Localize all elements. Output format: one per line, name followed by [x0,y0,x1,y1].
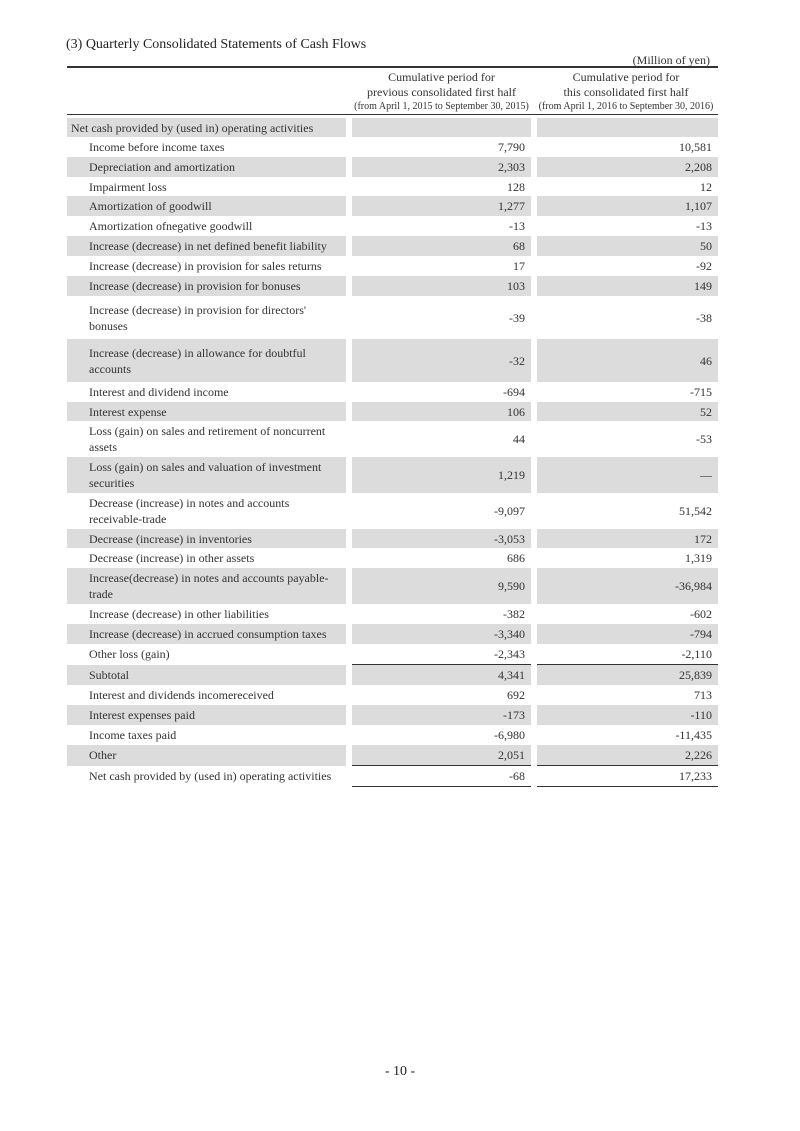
curr-value: 2,208 [534,157,718,177]
prev-value: 1,277 [349,196,534,216]
table-row [67,548,718,568]
row-label: Increase (decrease) in net defined benefit liability [67,236,349,256]
curr-value: 1,319 [534,548,718,568]
curr-header-line1: Cumulative period for [572,70,680,84]
table-row [67,745,718,766]
prev-value: 686 [349,548,534,568]
table-row [67,216,718,236]
total-row [67,766,718,787]
curr-value: 1,107 [534,196,718,216]
row-label: Decrease (increase) in notes and accounts receivable-trade [89,496,290,526]
row-label: Impairment loss [89,179,167,194]
prev-value: -2,343 [349,644,534,665]
table-row [67,382,718,402]
row-label: Increase(decrease) in notes and accounts payable-trade [67,568,349,604]
row-label: Depreciation and amortization [67,157,349,177]
curr-value: 149 [534,276,718,296]
prev-value: 103 [349,276,534,296]
curr-value: -11,435 [534,725,718,745]
row-label: Increase (decrease) in allowance for doubtful accounts [67,339,349,382]
curr-header-line2: this consolidated first half [563,85,689,99]
table-row [67,236,718,256]
table-row [67,339,718,382]
curr-value: -36,984 [534,568,718,604]
table-header-row [67,67,718,115]
row-label: Interest and dividends incomereceived [89,688,274,702]
row-label: Interest expense [67,402,349,421]
subtotal-row [67,665,718,686]
curr-value: — [534,457,718,493]
label-column-header [67,67,349,115]
row-label: Amortization of goodwill [67,196,349,216]
row-label: Other loss (gain) [89,647,170,662]
prev-value: -173 [349,705,534,725]
prev-header-line2: previous consolidated first half [367,85,516,99]
prev-value: -32 [349,339,534,382]
table-row [67,568,718,604]
table-row [67,421,718,457]
prev-value: -39 [349,296,534,339]
prev-value: 2,051 [349,745,534,766]
row-label: Increase (decrease) in provision for directors' bonuses [89,302,307,333]
curr-value: -794 [534,624,718,644]
curr-value: 2,226 [534,745,718,766]
row-label: Increase (decrease) in provision for sales returns [89,259,322,273]
curr-value: -602 [534,604,718,624]
row-label: Income before income taxes [89,140,225,154]
curr-period-column-header [534,67,718,115]
row-label: Net cash provided by (used in) operating activities [89,769,332,783]
prev-value: -3,340 [349,624,534,644]
row-label: Interest expenses paid [67,705,349,725]
prev-value: 2,303 [349,157,534,177]
row-label: Other [67,745,349,766]
table-row [67,137,718,157]
section-row [67,118,718,137]
prev-value: 17 [349,256,534,276]
prev-period-column-header [349,67,534,115]
table-row [67,624,718,644]
prev-value: 1,219 [349,457,534,493]
row-label: Loss (gain) on sales and retirement of noncurrent assets [89,424,326,454]
table-row [67,705,718,725]
row-label: Income taxes paid [89,728,177,742]
row-label: Increase (decrease) in other liabilities [89,607,269,621]
section-label: Net cash provided by (used in) operating activities [67,118,349,137]
table-row [67,177,718,196]
table-row [67,644,718,665]
prev-value: 44 [349,421,534,457]
prev-value: -9,097 [349,493,534,529]
page-title: (3) Quarterly Consolidated Statements of Cash Flows [66,37,367,52]
table-row [67,276,718,296]
curr-value: -110 [534,705,718,725]
prev-value: 128 [349,177,534,196]
curr-value: -53 [534,421,718,457]
table-row [67,493,718,529]
prev-value: 692 [349,685,534,705]
curr-value: -38 [534,296,718,339]
curr-value: -715 [534,382,718,402]
table-row [67,529,718,548]
table-row [67,725,718,745]
row-label: Amortization ofnegative goodwill [89,219,253,233]
table-row [67,604,718,624]
prev-value: -6,980 [349,725,534,745]
prev-value: 4,341 [349,665,534,686]
curr-value: 172 [534,529,718,548]
prev-value: -382 [349,604,534,624]
prev-value: -13 [349,216,534,236]
table-row [67,402,718,421]
page-number: - 10 - [384,1064,416,1079]
curr-value: 10,581 [534,137,718,157]
curr-value: 12 [534,177,718,196]
curr-value: -92 [534,256,718,276]
row-label: Increase (decrease) in provision for bonuses [67,276,349,296]
table-row [67,196,718,216]
prev-value: -68 [349,766,534,787]
row-label: Decrease (increase) in other assets [89,551,255,565]
curr-value: 25,839 [534,665,718,686]
curr-value: 46 [534,339,718,382]
prev-value: 9,590 [349,568,534,604]
prev-header-period: (from April 1, 2015 to September 30, 2015) [354,101,529,112]
curr-value: -2,110 [534,644,718,665]
curr-value: 17,233 [534,766,718,787]
curr-header-period: (from April 1, 2016 to September 30, 2016) [538,101,714,112]
prev-value: 68 [349,236,534,256]
row-label: Decrease (increase) in inventories [67,529,349,548]
table-row [67,457,718,493]
curr-value: -13 [534,216,718,236]
curr-value: 52 [534,402,718,421]
prev-header-line1: Cumulative period for [388,70,495,84]
curr-value: 713 [534,685,718,705]
curr-value: 50 [534,236,718,256]
row-label: Increase (decrease) in accrued consumption taxes [67,624,349,644]
cash-flow-table [67,66,718,787]
table-row [67,256,718,276]
row-label: Subtotal [67,665,349,686]
prev-value: -3,053 [349,529,534,548]
row-label: Interest and dividend income [89,385,229,399]
table-row [67,296,718,339]
table-row [67,157,718,177]
prev-value: -694 [349,382,534,402]
prev-value: 106 [349,402,534,421]
table-row [67,685,718,705]
curr-value: 51,542 [534,493,718,529]
row-label: Loss (gain) on sales and valuation of investment securities [67,457,349,493]
unit-label: (Million of yen) [632,53,710,67]
prev-value: 7,790 [349,137,534,157]
